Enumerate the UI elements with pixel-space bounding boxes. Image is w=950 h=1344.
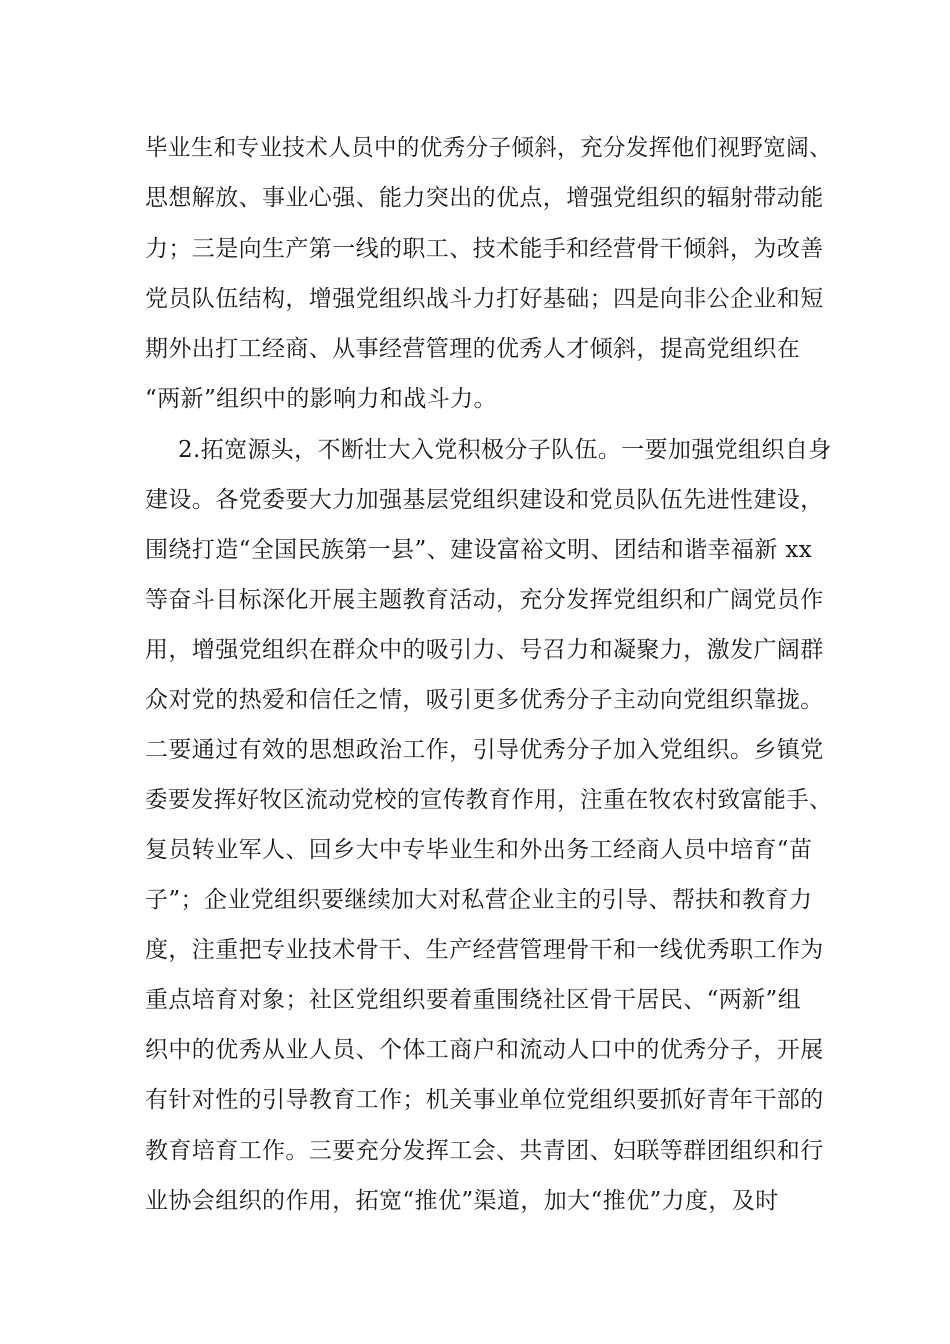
text-line: 有针对性的引导教育工作；机关事业单位党组织要抓好青年干部的 <box>145 1087 824 1113</box>
text-line: 期外出打工经商、从事经营管理的优秀人才倾斜，提高党组织在 <box>145 336 801 362</box>
text-line: 用，增强党组织在群众中的吸引力、号召力和凝聚力，激发广阔群 <box>145 637 824 663</box>
text-line: 建设。各党委要大力加强基层党组织建设和党员队伍先进性建设， <box>145 487 824 513</box>
text-line: 度，注重把专业技术骨干、生产经营管理骨干和一线优秀职工作为 <box>145 937 824 963</box>
text-line: 围绕打造“全国民族第一县”、建设富裕文明、团结和谐幸福新 xx <box>145 537 813 563</box>
text-line: “两新”组织中的影响力和战斗力。 <box>145 386 497 412</box>
paragraph-heading-line: 2.拓宽源头，不断壮大入党积极分子队伍。一要加强党组织自身 <box>178 437 832 463</box>
text-line: 毕业生和专业技术人员中的优秀分子倾斜，充分发挥他们视野宽阔、 <box>145 135 832 161</box>
text-line: 教育培育工作。三要充分发挥工会、共青团、妇联等群团组织和行 <box>145 1138 824 1164</box>
text-line: 重点培育对象；社区党组织要着重围绕社区骨干居民、“两新”组 <box>145 987 802 1013</box>
text-line: 等奋斗目标深化开展主题教育活动，充分发挥党组织和广阔党员作 <box>145 587 824 613</box>
text-line: 力；三是向生产第一线的职工、技术能手和经营骨干倾斜，为改善 <box>145 236 824 262</box>
text-line: 业协会组织的作用，拓宽“推优”渠道，加大“推优”力度，及时 <box>145 1188 779 1214</box>
text-line: 复员转业军人、回乡大中专毕业生和外出务工经商人员中培育“苗 <box>145 837 813 863</box>
text-line: 二要通过有效的思想政治工作，引导优秀分子加入党组织。乡镇党 <box>145 737 824 763</box>
text-line: 子”；企业党组织要继续加大对私营企业主的引导、帮扶和教育力 <box>145 887 813 913</box>
text-line: 织中的优秀从业人员、个体工商户和流动人口中的优秀分子，开展 <box>145 1037 824 1063</box>
text-line: 委要发挥好牧区流动党校的宣传教育作用，注重在牧农村致富能手、 <box>145 787 832 813</box>
text-line: 众对党的热爱和信任之情，吸引更多优秀分子主动向党组织靠拢。 <box>145 687 824 713</box>
text-line: 思想解放、事业心强、能力突出的优点，增强党组织的辐射带动能 <box>145 185 824 211</box>
text-line: 党员队伍结构，增强党组织战斗力打好基础；四是向非公企业和短 <box>145 286 824 312</box>
